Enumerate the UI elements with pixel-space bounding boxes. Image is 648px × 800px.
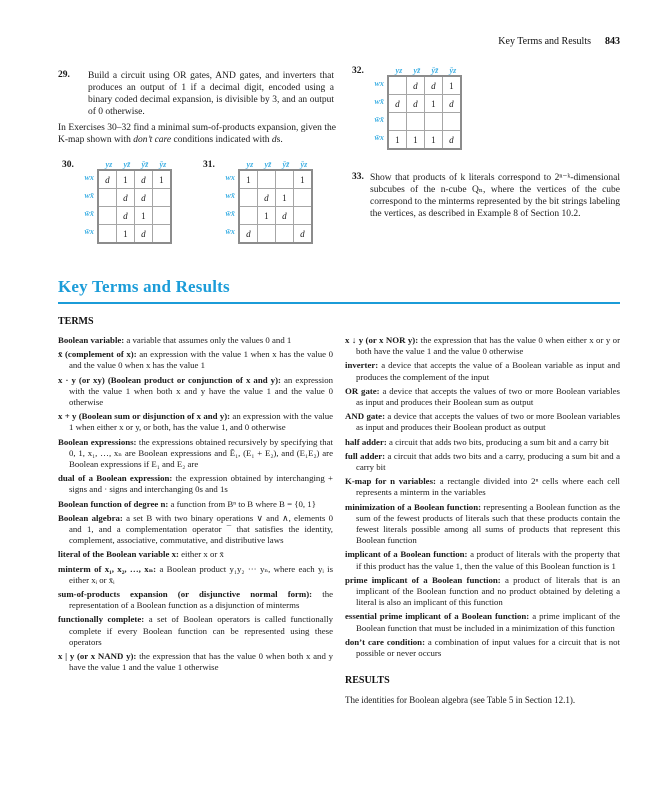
term-name: literal of the Boolean variable x: (58, 549, 179, 560)
kmap-cell: d (424, 76, 442, 95)
kmap-cell (424, 113, 442, 131)
kmap-exercise-32 (352, 66, 462, 150)
term-name: Boolean function of degree n: (58, 498, 169, 509)
results-heading: RESULTS (345, 675, 390, 687)
kmap-row-label: wx̄ (374, 97, 384, 106)
exercises-30-32-intro (58, 122, 336, 146)
exercise-29-number: 29. (58, 70, 70, 80)
term-name: prime implicant of a Boolean function: (345, 574, 501, 585)
term-definition: Boolean variable: a variable that assumes only the values 0 and 1 (58, 335, 292, 345)
kmap-col-label: yz (105, 160, 113, 169)
kmap-30-number: 30. (62, 160, 74, 170)
kmap-cell: d (239, 225, 258, 244)
kmap-col-label: ȳz̄ (431, 66, 439, 75)
term-definition: don’t care condition: a combination of input values for a circuit that is not possible or never occurs (345, 636, 620, 659)
kmap-31-table (220, 160, 313, 244)
kmap-row-labels (220, 169, 238, 244)
kmap-cell (152, 189, 171, 207)
kmap-cell: 1 (239, 170, 258, 189)
term-name: OR gate: (345, 385, 380, 396)
exercise-33-text: Show that products of k literals correspond to 2ⁿ⁻ᵏ-dimensional subcubes of the n-cube Qₙ, where the vertices of the cube correspond to the minterms represented by the bit strings labeling the vertices, as described in Example 8 of Section 10.2. (370, 173, 620, 219)
term-definition: minterm of x₁, x₂, …, xₙ: a Boolean product y₁y₂ ··· yₙ, where each yᵢ is either xᵢ or x̄ᵢ (58, 563, 333, 585)
term-name: AND gate: (345, 411, 386, 422)
kmap-row-label: w̄x̄ (84, 209, 94, 218)
kmap-cell (293, 207, 312, 225)
term-name: sum-of-products expansion (or disjunctive normal form): (58, 589, 313, 600)
kmap-col-label: ȳz (159, 160, 167, 169)
term-name: full adder: (345, 450, 386, 461)
kmap-cell: d (406, 95, 424, 113)
kmap-cell: d (98, 170, 117, 189)
kmap-cell (239, 189, 258, 207)
term-name: inverter: (345, 360, 379, 371)
kmap-cell: d (134, 189, 152, 207)
kmap-row-label: wx (374, 79, 384, 88)
kmap-cell: 1 (134, 207, 152, 225)
term-name: dual of a Boolean expression: (58, 473, 173, 484)
kmap-col-label: ȳz (300, 160, 308, 169)
kmap-cell (98, 189, 117, 207)
term-name: Boolean variable: (58, 335, 125, 345)
term-definition: Boolean expressions: the expressions obtained recursively by specifying that 0, 1, x₁, …, xₙ are Boolean expressions and Ē₁, (E₁ + E₂), and (E₁E₂) are Boolean expressions if E₁ and E₂ are (58, 436, 333, 470)
kmap-row-label: w̄x̄ (374, 115, 384, 124)
term-name: don’t care condition: (345, 636, 425, 647)
kmap-31-number: 31. (203, 160, 215, 170)
kmap-row-label: wx (225, 173, 235, 182)
kmap-cell: 1 (275, 189, 293, 207)
term-definition: full adder: a circuit that adds two bits and a carry, producing a sum bit and a carry bit (345, 450, 620, 473)
terms-column-right (345, 335, 620, 706)
term-definition: functionally complete: a set of Boolean operators is called functionally complete if every Boolean function can be represented using these operators (58, 614, 333, 647)
kmap-cell: d (388, 95, 407, 113)
kmap-cell: 1 (406, 131, 424, 150)
term-definition: half adder: a circuit that adds two bits, producing a sum bit and a carry bit (345, 436, 609, 447)
kmap-column-labels (390, 66, 462, 75)
kmap-grid (387, 75, 462, 150)
text-segment: conditions indicated with (171, 135, 272, 145)
term-definition: x + y (Boolean sum or disjunction of x and y): an expression with the value 1 when either x or y, or both, has the value 1, and 0 otherwise (58, 411, 333, 433)
term-name: x + y (Boolean sum or disjunction of x and y): (58, 411, 231, 422)
text-segment: don’t care (133, 135, 172, 145)
kmap-col-label: yz̄ (264, 160, 272, 169)
section-heading-rule (58, 302, 620, 304)
term-definition: literal of the Boolean variable x: either x or x̄ (58, 549, 224, 560)
kmap-cell: 1 (442, 76, 461, 95)
terms-list-right (345, 335, 620, 659)
kmap-cell: d (116, 189, 134, 207)
kmap-row-labels (79, 169, 97, 244)
terms-heading: TERMS (58, 316, 94, 327)
term-definition: x ↓ y (or x NOR y): the expression that has the value 0 when either x or y or both have the value 1 and the value 0 otherwise (345, 335, 621, 357)
kmap-row-label: wx (84, 173, 94, 182)
term-definition: essential prime implicant of a Boolean function: a prime implicant of the Boolean function that must be included in a minimization of this function (345, 611, 620, 633)
term-definition: Boolean function of degree n: a function from Bⁿ to B where B = {0, 1} (58, 498, 316, 509)
kmap-row-label: w̄x (225, 227, 235, 236)
kmap-30-table (79, 160, 172, 244)
term-definition: sum-of-products expansion (or disjunctive normal form): the representation of a Boolean function as a disjunction of minterms (58, 589, 334, 611)
kmap-cell: 1 (116, 225, 134, 244)
kmap-cell (388, 76, 407, 95)
terms-column-left (58, 335, 333, 676)
section-heading: Key Terms and Results (58, 277, 230, 296)
kmap-row-labels (369, 75, 387, 150)
term-name: Boolean algebra: (58, 512, 123, 523)
term-definition: inverter: a device that accepts the value of a Boolean variable as input and produces the complement of the input (345, 360, 620, 382)
term-name: x · y (or xy) (Boolean product or conjunction of x and y): (58, 374, 281, 385)
kmap-cell (257, 170, 275, 189)
kmap-cell: 1 (388, 131, 407, 150)
kmap-col-label: yz̄ (413, 66, 421, 75)
kmap-cell: 1 (424, 95, 442, 113)
kmap-cell: 1 (116, 170, 134, 189)
kmap-cell: 1 (257, 207, 275, 225)
kmap-cell: d (257, 189, 275, 207)
term-definition: dual of a Boolean expression: the expression obtained by interchanging + signs and · signs and interchanging 0s and 1s (58, 473, 333, 495)
term-definition: AND gate: a device that accepts the values of two or more Boolean variables as input and produces their Boolean product as output (345, 411, 620, 433)
term-definition: K-map for n variables: a rectangle divided into 2ⁿ cells where each cell represents a minterm in the variables (345, 476, 620, 498)
kmap-32-table (369, 66, 462, 150)
kmap-cell (98, 207, 117, 225)
term-name: x ↓ y (or x NOR y): (345, 335, 419, 345)
kmap-cell (152, 207, 171, 225)
kmap-row-label: wx̄ (225, 191, 235, 200)
term-definition: minimization of a Boolean function: representing a Boolean function as the sum of the fewest products of literals such that these products contain the fewest literals possible among all sums of products that represent this Boolean function (345, 501, 620, 546)
kmap-cell (275, 170, 293, 189)
kmap-cell (293, 189, 312, 207)
kmap-32-number: 32. (352, 66, 364, 76)
term-definition: x · y (or xy) (Boolean product or conjunction of x and y): an expression with the value 1 when both x and y have the value 1 and the value 0 otherwise (58, 374, 334, 408)
kmap-cell: d (134, 225, 152, 244)
kmap-column-labels (100, 160, 172, 169)
term-name: minterm of x₁, x₂, …, xₙ: (58, 563, 157, 574)
kmap-cell (388, 113, 407, 131)
term-definition: implicant of a Boolean function: a product of literals with the property that if this product has the value 1, then the value of this Boolean function is 1 (345, 549, 621, 571)
kmap-exercise-31 (203, 160, 313, 244)
kmap-row-label: w̄x (84, 227, 94, 236)
kmap-cell (257, 225, 275, 244)
text-segment: d (271, 135, 277, 145)
kmap-col-label: ȳz (449, 66, 457, 75)
kmap-col-label: ȳz̄ (282, 160, 290, 169)
kmap-cell: 1 (152, 170, 171, 189)
term-name: essential prime implicant of a Boolean function: (345, 611, 530, 622)
kmap-col-label: yz (246, 160, 254, 169)
kmap-row-label: wx̄ (84, 191, 94, 200)
exercise-33-number: 33. (352, 172, 364, 182)
term-name: functionally complete: (58, 614, 145, 625)
kmap-cell: d (134, 170, 152, 189)
kmap-grid (97, 169, 172, 244)
term-definition: Boolean algebra: a set B with two binary operations ∨ and ∧, elements 0 and 1, and a complementation operator ¯ that satisfies the identity, complement, associative, commutative, and distributive laws (58, 512, 333, 546)
text-segment: In Exercises 30–32 find a minimal sum-of-products expansion, given the K-map shown with (58, 123, 336, 145)
term-name: x̄ (complement of x): (58, 349, 137, 360)
kmap-cell (239, 207, 258, 225)
kmap-cell: d (406, 76, 424, 95)
kmap-cell: d (442, 95, 461, 113)
kmap-col-label: ȳz̄ (141, 160, 149, 169)
kmap-cell (442, 113, 461, 131)
running-head (498, 36, 620, 47)
results-text: The identities for Boolean algebra (see Table 5 in Section 12.1). (345, 695, 576, 706)
kmap-column-labels (241, 160, 313, 169)
term-definition: x̄ (complement of x): an expression with the value 1 when x has the value 0 and the value 0 when x has the value 1 (58, 349, 334, 371)
kmap-cell (406, 113, 424, 131)
term-name: K-map for n variables: (345, 476, 436, 487)
term-name: minimization of a Boolean function: (345, 501, 482, 512)
term-definition: prime implicant of a Boolean function: a product of literals that is an implicant of the Boolean function and no product obtained by deleting a literal is also an implicant of this function (345, 574, 620, 608)
kmap-cell (275, 225, 293, 244)
kmap-cell (152, 225, 171, 244)
kmap-cell: 1 (293, 170, 312, 189)
text-segment: s. (276, 135, 283, 145)
running-head-title: Key Terms and Results (498, 36, 591, 47)
term-name: implicant of a Boolean function: (345, 549, 468, 560)
kmap-cell: d (116, 207, 134, 225)
kmap-cell: d (442, 131, 461, 150)
term-name: x | y (or x NAND y): (58, 651, 137, 662)
kmap-grid (238, 169, 313, 244)
kmap-col-label: yz̄ (123, 160, 131, 169)
kmap-cell: 1 (424, 131, 442, 150)
kmap-row-label: w̄x (374, 133, 384, 142)
term-name: Boolean expressions: (58, 436, 137, 447)
exercise-29-text: Build a circuit using OR gates, AND gates, and inverters that produces an output of 1 if a decimal digit, encoded using a binary coded decimal expansion, is divisible by 3, and an output of 0 otherwise. (88, 71, 334, 117)
kmap-exercise-30 (62, 160, 172, 244)
kmap-row-label: w̄x̄ (225, 209, 235, 218)
kmap-cell (98, 225, 117, 244)
term-name: half adder: (345, 436, 387, 447)
term-definition: OR gate: a device that accepts the values of two or more Boolean variables as input and produces their Boolean sum as output (345, 385, 620, 408)
kmap-cell: d (293, 225, 312, 244)
kmap-cell: d (275, 207, 293, 225)
term-definition: x | y (or x NAND y): the expression that has the value 0 when both x and y have the value 1 and the value 1 otherwise (58, 651, 333, 673)
page-number: 843 (605, 36, 620, 47)
kmap-col-label: yz (395, 66, 403, 75)
